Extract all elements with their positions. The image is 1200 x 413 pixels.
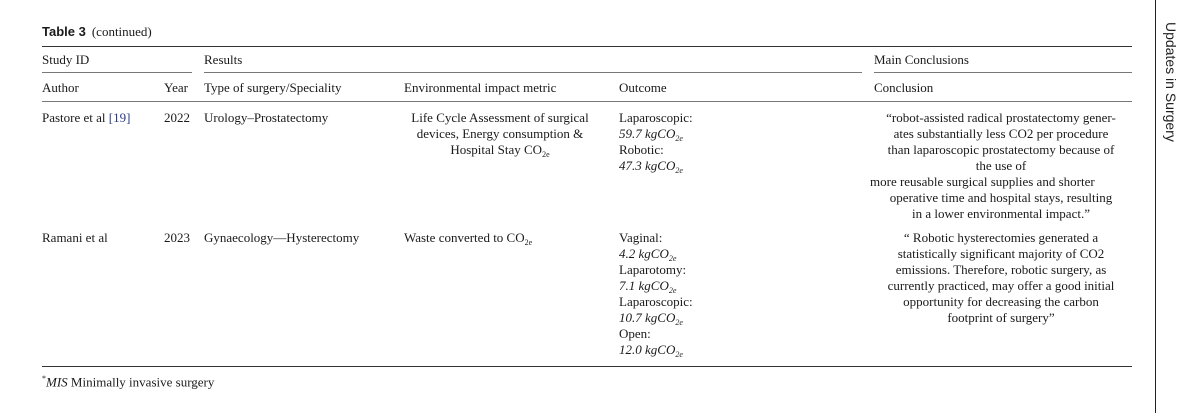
conclusion-line: “robot-assisted radical prostatectomy gener- [886,110,1116,125]
row1-metric-line: Life Cycle Assessment of surgical [411,110,589,125]
outcome-value: 4.2 kgCO$_{2e}$ [619,246,677,263]
row2-conclusion [870,230,1132,326]
journal-side-label: Updates in Surgery [1163,22,1179,142]
conclusion-line: emissions. Therefore, robotic surgery, as [895,262,1107,277]
conclusion-line: in a lower environmental impact.” [912,206,1090,221]
header-year: Year [164,80,188,95]
header-type: Type of surgery/Speciality [204,80,342,95]
group-rule-conclusions [874,72,1132,73]
conclusion-line: than laparoscopic prostatectomy because of [887,142,1115,157]
header-study-id: Study ID [42,52,90,67]
footnote-marker: * [42,374,46,383]
outcome-value: 7.1 kgCO$_{2e}$ [619,278,677,295]
conclusion-line: ates substantially less CO2 per procedure [893,126,1109,141]
row1-citation-link[interactable]: [19] [108,110,131,125]
row1-metric-line: Hospital Stay $CO_{2e}$ [450,142,550,159]
outcome-value: 10.7 kgCO$_{2e}$ [619,310,683,327]
table-footnote [42,374,214,390]
row2-metric: Waste converted to $CO_{2e}$ [404,230,533,247]
conclusion-line: opportunity for decreasing the carbon [903,294,1099,309]
header-rule [42,101,1132,102]
row1-year: 2022 [164,110,190,125]
side-label-bar [1152,0,1200,413]
outcome-value: 47.3 kgCO$_{2e}$ [619,158,683,175]
header-author: Author [42,80,79,95]
row2-outcome [619,230,693,358]
header-conclusion: Conclusion [874,80,934,95]
group-rule-results [204,72,862,73]
side-divider [1155,0,1156,413]
row1-metric [390,110,610,158]
bottom-rule [42,366,1132,367]
conclusion-line: “ Robotic hysterectomies generated a [903,230,1099,245]
table-caption [42,24,152,40]
footnote-abbr: MIS [46,374,68,390]
row1-author-name: Pastore et al [42,110,106,125]
row1-type: Urology–Prostatectomy [204,110,329,125]
conclusion-line: operative time and hospital stays, resulting [889,190,1113,205]
group-rule-study-id [42,72,192,73]
conclusion-line: footprint of surgery” [947,310,1055,325]
header-results: Results [204,52,243,67]
header-outcome: Outcome [619,80,667,95]
row1-metric-line: devices, Energy consumption & [416,126,584,141]
outcome-label: Robotic: [619,142,664,157]
conclusion-line: more reusable surgical supplies and shorter [870,174,1095,189]
outcome-value: 12.0 kgCO$_{2e}$ [619,342,683,359]
conclusion-line: the use of [975,158,1027,173]
row2-type: Gynaecology—Hysterectomy [204,230,360,245]
row2-year: 2023 [164,230,190,245]
conclusion-line: statistically significant majority of CO2 [897,246,1105,261]
outcome-label: Laparotomy: [619,262,687,277]
conclusion-line: currently practiced, may offer a good initial [887,278,1115,293]
table-continued: (continued) [91,24,152,39]
outcome-label: Laparoscopic: [619,110,693,125]
header-metric: Environmental impact metric [404,80,557,95]
outcome-label: Open: [619,326,651,341]
row1-author [42,110,130,126]
table-label: Table 3 [42,24,86,39]
top-rule [42,46,1132,47]
outcome-label: Vaginal: [619,230,663,245]
row2-author: Ramani et al [42,230,108,245]
outcome-label: Laparoscopic: [619,294,693,309]
header-main-conclusions: Main Conclusions [874,52,969,67]
row1-outcome [619,110,693,174]
footnote-text: Minimally invasive surgery [67,374,215,390]
outcome-value: 59.7 kgCO$_{2e}$ [619,126,683,143]
row1-conclusion [870,110,1132,222]
